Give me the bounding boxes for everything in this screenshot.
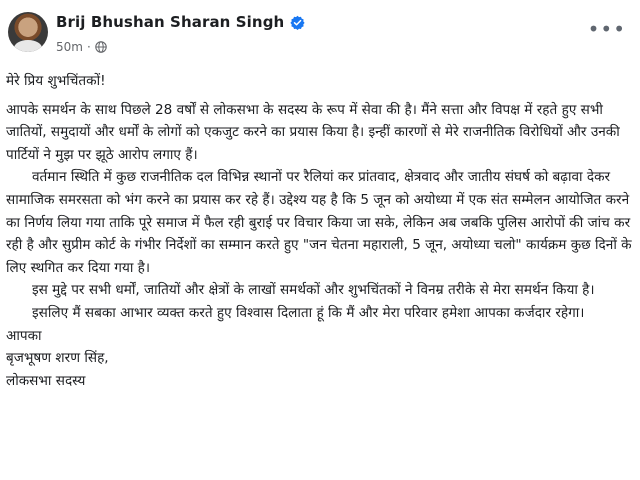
signature-title: लोकसभा सदस्य <box>6 372 86 389</box>
more-options-button[interactable]: ••• <box>587 17 626 41</box>
avatar[interactable] <box>8 12 48 52</box>
post-paragraph-1: आपके समर्थन के साथ पिछले 28 वर्षों से लोकसभा के सदस्य के रूप में सेवा की है। मैंने सत्ता और विपक्ष में रहते हुए सभी जातियों, समुदायों और धर्मों के लोगों को एकजुट करने का प्रयास किया है। इन्हीं कारणों से मेरे राजनीतिक विरोधियों और उनकी पार्टियों ने मुझ पर झूठे आरोप लगाए हैं। <box>6 101 620 163</box>
post-paragraph-2: वर्तमान स्थिति में कुछ राजनीतिक दल विभिन्न स्थानों पर रैलियां कर प्रांतवाद, क्षेत्रवाद और जातीय संघर्ष को बढ़ावा देकर सामाजिक समरसता को भंग करने का प्रयास कर रहे हैं। उद्देश्य यह है कि 5 जून को अयोध्या में एक संत सम्मेलन आयोजित करने का निर्णय लिया गया ताकि पूरे समाज में फैल रही बुराई पर विचार किया जा सके, लेकिन अब जबकि पुलिस आरोपों की जांच कर रही है और सुप्रीम कोर्ट के गंभीर निर्देशों का सम्मान करते हुए "जन चेतना महाराली, 5 जून, अयोध्या चलो" कार्यक्रम कुछ दिनों के लिए स्थगित कर दिया गया है। <box>6 169 632 276</box>
post-paragraph-4: इसलिए मैं सबका आभार व्यक्त करते हुए विश्वास दिलाता हूं कि मैं और मेरा परिवार हमेशा आपका कर्जदार रहेगा। <box>32 304 585 321</box>
post-body <box>6 70 634 392</box>
post-signoff: आपका <box>6 327 42 344</box>
author-row <box>56 13 305 31</box>
timestamp[interactable]: 50m <box>56 40 83 54</box>
post-greeting: मेरे प्रिय शुभचिंतकों! <box>6 73 106 89</box>
post-meta <box>56 40 107 54</box>
author-name[interactable]: Brij Bhushan Sharan Singh <box>56 13 285 31</box>
separator-dot: · <box>86 40 91 54</box>
post-header <box>0 0 640 66</box>
verified-badge-icon <box>290 15 305 30</box>
signature-name: बृजभूषण शरण सिंह, <box>6 350 109 367</box>
post-paragraph-3: इस मुद्दे पर सभी धर्मों, जातियों और क्षेत्रों के लाखों समर्थकों और शुभचिंतकों ने विनम्र तरीके से मेरा समर्थन किया है। <box>32 282 595 299</box>
globe-icon[interactable] <box>95 41 107 53</box>
